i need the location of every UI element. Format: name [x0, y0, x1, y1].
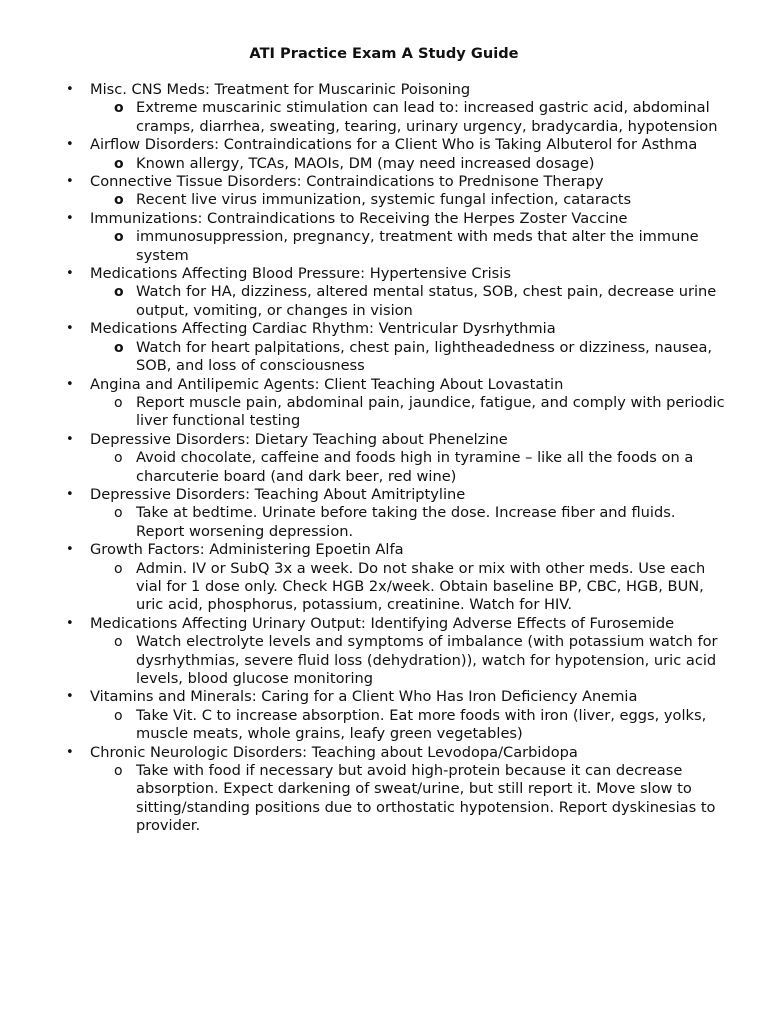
- bullet-icon: •: [66, 486, 74, 502]
- sub-bullet-icon: o: [114, 505, 123, 522]
- topic-heading-text: Growth Factors: Administering Epoetin Alfa: [90, 541, 404, 559]
- topic-heading-text: Chronic Neurologic Disorders: Teaching about Levodopa/Carbidopa: [90, 743, 578, 761]
- note-list: [0, 449, 768, 486]
- topic-heading-text: Depressive Disorders: Teaching About Amitriptyline: [90, 485, 466, 503]
- note-text: Watch electrolyte levels and symptoms of imbalance (with potassium watch for dysrhythmias, severe fluid loss (dehydration)), watch for hypotension, uric acid levels, blood glucose monitoring: [136, 633, 718, 687]
- topic-item: [0, 486, 768, 541]
- sub-bullet-icon: o: [114, 192, 124, 209]
- note-item: [0, 560, 768, 615]
- topic-heading: [0, 541, 768, 559]
- note-item: [0, 762, 768, 836]
- note-text: Extreme muscarinic stimulation can lead to: increased gastric acid, abdominal cramps, diarrhea, sweating, tearing, urinary urgency, bradycardia, hypotension: [136, 99, 718, 135]
- topic-heading-text: Connective Tissue Disorders: Contraindications to Prednisone Therapy: [90, 173, 604, 191]
- note-text: Known allergy, TCAs, MAOIs, DM (may need increased dosage): [136, 154, 595, 172]
- bullet-icon: •: [66, 615, 74, 631]
- topic-heading: [0, 265, 768, 283]
- topic-item: [0, 376, 768, 431]
- topic-item: [0, 320, 768, 375]
- topic-heading-text: Depressive Disorders: Dietary Teaching about Phenelzine: [90, 430, 508, 448]
- sub-bullet-icon: o: [114, 339, 124, 356]
- note-text: Report muscle pain, abdominal pain, jaundice, fatigue, and comply with periodic liver functional testing: [136, 393, 725, 430]
- sub-bullet-icon: o: [114, 450, 123, 467]
- topic-item: [0, 210, 768, 265]
- topic-heading: [0, 486, 768, 504]
- topic-heading-text: Medications Affecting Cardiac Rhythm: Ventricular Dysrhythmia: [90, 320, 556, 338]
- topic-heading: [0, 431, 768, 449]
- topic-heading-text: Medications Affecting Blood Pressure: Hypertensive Crisis: [90, 265, 511, 283]
- note-item: [0, 339, 768, 376]
- sub-bullet-icon: o: [114, 394, 123, 411]
- bullet-icon: •: [66, 431, 74, 447]
- note-list: [0, 762, 768, 836]
- sub-bullet-icon: o: [114, 560, 123, 577]
- bullet-icon: •: [66, 174, 74, 190]
- note-item: [0, 191, 768, 209]
- topic-heading: [0, 376, 768, 394]
- topic-item: [0, 431, 768, 486]
- bullet-icon: •: [66, 82, 74, 97]
- topic-item: [0, 744, 768, 836]
- note-item: [0, 394, 768, 431]
- note-text: Watch for HA, dizziness, altered mental status, SOB, chest pain, decrease urine output, vomiting, or changes in vision: [136, 283, 717, 319]
- note-text: Avoid chocolate, caffeine and foods high in tyramine – like all the foods on a charcuterie board (and dark beer, red wine): [136, 449, 694, 485]
- topic-heading-text: Vitamins and Minerals: Caring for a Client Who Has Iron Deficiency Anemia: [90, 688, 638, 706]
- topic-heading: [0, 688, 768, 706]
- note-list: [0, 191, 768, 209]
- note-text: Watch for heart palpitations, chest pain, lightheadedness or dizziness, nausea, SOB, and loss of consciousness: [136, 338, 713, 375]
- topic-heading: [0, 320, 768, 338]
- note-item: [0, 707, 768, 744]
- note-list: [0, 633, 768, 688]
- note-text: Take at bedtime. Urinate before taking the dose. Increase fiber and fluids. Report worsening depression.: [136, 504, 676, 540]
- note-text: Take with food if necessary but avoid high-protein because it can decrease absorption. Expect darkening of sweat/urine, but still report it. Move slow to sitting/standing positions due to orthostatic hypotension. Report dyskinesias to provider.: [136, 762, 716, 835]
- sub-bullet-icon: o: [114, 763, 123, 780]
- bullet-icon: •: [66, 266, 74, 282]
- bullet-icon: •: [66, 137, 74, 153]
- note-item: [0, 633, 768, 688]
- bullet-icon: •: [66, 689, 74, 705]
- sub-bullet-icon: o: [114, 155, 124, 172]
- note-text: Admin. IV or SubQ 3x a week. Do not shake or mix with other meds. Use each vial for 1 dose only. Check HGB 2x/week. Obtain baseline BP, CBC, HGB, BUN, uric acid, phosphorus, potassium, creatinine. Watch for HIV.: [136, 559, 706, 614]
- sub-bullet-icon: o: [114, 707, 123, 724]
- note-list: [0, 283, 768, 320]
- topic-heading: [0, 173, 768, 191]
- topic-heading-text: Misc. CNS Meds: Treatment for Muscarinic Poisoning: [90, 81, 471, 98]
- topic-heading-text: Angina and Antilipemic Agents: Client Teaching About Lovastatin: [90, 375, 564, 393]
- bullet-icon: •: [66, 744, 74, 760]
- topic-heading-text: Immunizations: Contraindications to Receiving the Herpes Zoster Vaccine: [90, 209, 628, 227]
- note-list: [0, 707, 768, 744]
- topic-item: [0, 136, 768, 173]
- note-item: [0, 155, 768, 173]
- note-list: [0, 228, 768, 265]
- topic-item: [0, 688, 768, 743]
- topic-item: [0, 265, 768, 320]
- note-item: [0, 449, 768, 486]
- topic-item: [0, 173, 768, 210]
- bullet-icon: •: [66, 210, 74, 226]
- topic-list: [0, 81, 768, 836]
- sub-bullet-icon: o: [114, 634, 123, 651]
- note-text: Take Vit. C to increase absorption. Eat more foods with iron (liver, eggs, yolks, muscle meats, whole grains, leafy green vegetables): [136, 706, 707, 743]
- note-item: [0, 504, 768, 541]
- topic-heading: [0, 210, 768, 228]
- note-item: [0, 228, 768, 265]
- topic-heading: [0, 615, 768, 633]
- topic-item: [0, 81, 768, 136]
- topic-heading: [0, 81, 768, 99]
- bullet-icon: •: [66, 542, 74, 558]
- document-title: ATI Practice Exam A Study Guide: [249, 45, 519, 62]
- note-list: [0, 394, 768, 431]
- topic-heading-text: Airflow Disorders: Contraindications for a Client Who is Taking Albuterol for Asthma: [90, 136, 698, 154]
- note-list: [0, 339, 768, 376]
- note-item: [0, 99, 768, 136]
- note-list: [0, 99, 768, 136]
- sub-bullet-icon: o: [114, 100, 124, 117]
- note-item: [0, 283, 768, 320]
- topic-item: [0, 615, 768, 689]
- bullet-icon: •: [66, 321, 74, 337]
- note-list: [0, 155, 768, 173]
- topic-heading: [0, 744, 768, 762]
- topic-item: [0, 541, 768, 615]
- note-text: immunosuppression, pregnancy, treatment with meds that alter the immune system: [136, 228, 699, 264]
- sub-bullet-icon: o: [114, 284, 124, 301]
- sub-bullet-icon: o: [114, 229, 124, 246]
- bullet-icon: •: [66, 376, 74, 392]
- note-text: Recent live virus immunization, systemic fungal infection, cataracts: [136, 191, 632, 209]
- note-list: [0, 504, 768, 541]
- topic-heading-text: Medications Affecting Urinary Output: Identifying Adverse Effects of Furosemide: [90, 614, 675, 632]
- topic-heading: [0, 136, 768, 154]
- note-list: [0, 560, 768, 615]
